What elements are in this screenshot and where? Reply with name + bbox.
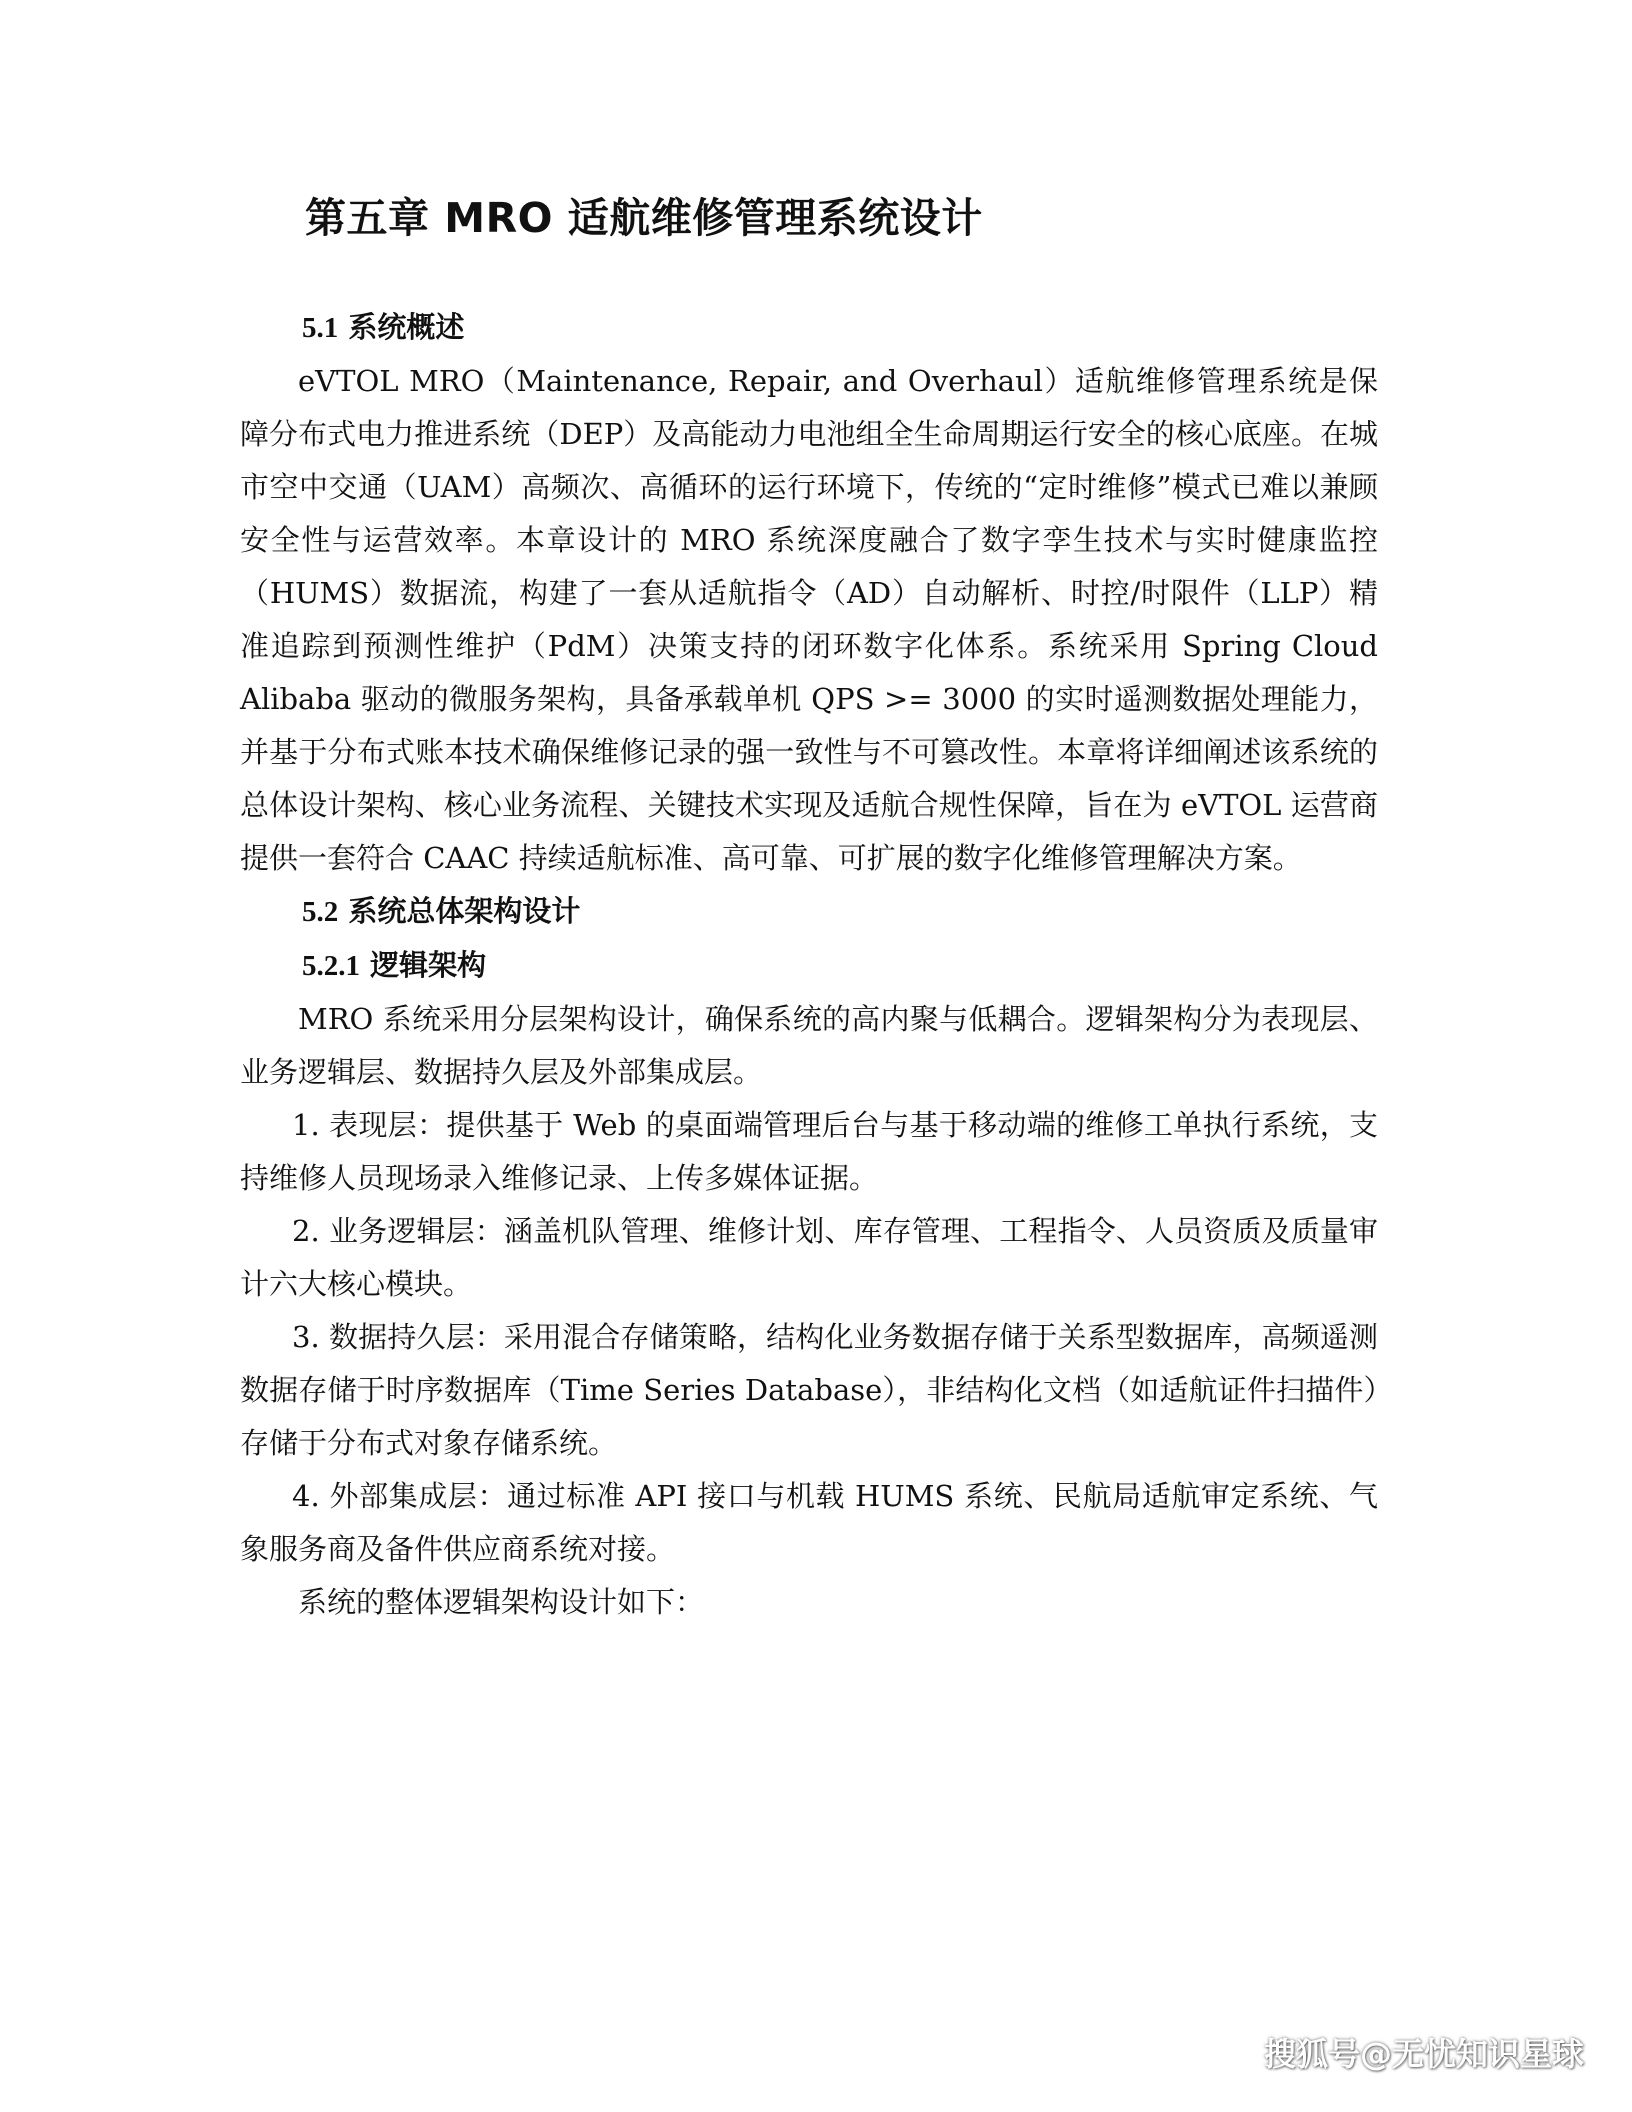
section-number: 5.2.1 [302, 950, 360, 982]
list-item-business-logic-layer: 2. 业务逻辑层：涵盖机队管理、维修计划、库存管理、工程指令、人员资质及质量审计六大核心模块。 [240, 1214, 1378, 1301]
section-title: 逻辑架构 [360, 948, 487, 982]
section-number: 5.1 [302, 312, 339, 344]
section-heading-5-2-1 [240, 939, 1378, 993]
document-body [240, 301, 1378, 1629]
section-5-2-1-intro: MRO 系统采用分层架构设计，确保系统的高内聚与低耦合。逻辑架构分为表现层、业务逻辑层、数据持久层及外部集成层。 [240, 1002, 1378, 1089]
list-item-data-persistence-layer: 3. 数据持久层：采用混合存储策略，结构化业务数据存储于关系型数据库，高频遥测数据存储于时序数据库（Time Series Database），非结构化文档（如适航证件扫描件）存储于分布式对象存储系统。 [240, 1320, 1378, 1460]
section-title: 系统概述 [338, 310, 465, 344]
section-heading-5-1 [240, 301, 1378, 355]
section-number: 5.2 [302, 896, 339, 928]
chapter-title: 第五章 MRO 适航维修管理系统设计 [305, 194, 983, 242]
watermark: 搜狐号@无忧知识星球 [1263, 2035, 1584, 2073]
section-5-2-1-closing: 系统的整体逻辑架构设计如下： [298, 1585, 705, 1619]
section-title: 系统总体架构设计 [338, 894, 581, 928]
section-heading-5-2 [240, 885, 1378, 939]
list-item-external-integration-layer: 4. 外部集成层：通过标准 API 接口与机载 HUMS 系统、民航局适航审定系统、气象服务商及备件供应商系统对接。 [240, 1479, 1378, 1566]
section-5-1-paragraph: eVTOL MRO（Maintenance, Repair, and Overhaul）适航维修管理系统是保障分布式电力推进系统（DEP）及高能动力电池组全生命周期运行安全的核心底座。在城市空中交通（UAM）高频次、高循环的运行环境下，传统的“定时维修”模式已难以兼顾安全性与运营效率。本章设计的 MRO 系统深度融合了数字孪生技术与实时健康监控（HUMS）数据流，构建了一套从适航指令（AD）自动解析、时控/时限件（LLP）精准追踪到预测性维护（PdM）决策支持的闭环数字化体系。系统采用 Spring Cloud Alibaba 驱动的微服务架构，具备承载单机 QPS >= 3000 的实时遥测数据处理能力，并基于分布式账本技术确保维修记录的强一致性与不可篡改性。本章将详细阐述该系统的总体设计架构、核心业务流程、关键技术实现及适航合规性保障，旨在为 eVTOL 运营商提供一套符合 CAAC 持续适航标准、高可靠、可扩展的数字化维修管理解决方案。 [240, 364, 1378, 875]
list-item-presentation-layer: 1. 表现层：提供基于 Web 的桌面端管理后台与基于移动端的维修工单执行系统，支持维修人员现场录入维修记录、上传多媒体证据。 [240, 1108, 1378, 1195]
